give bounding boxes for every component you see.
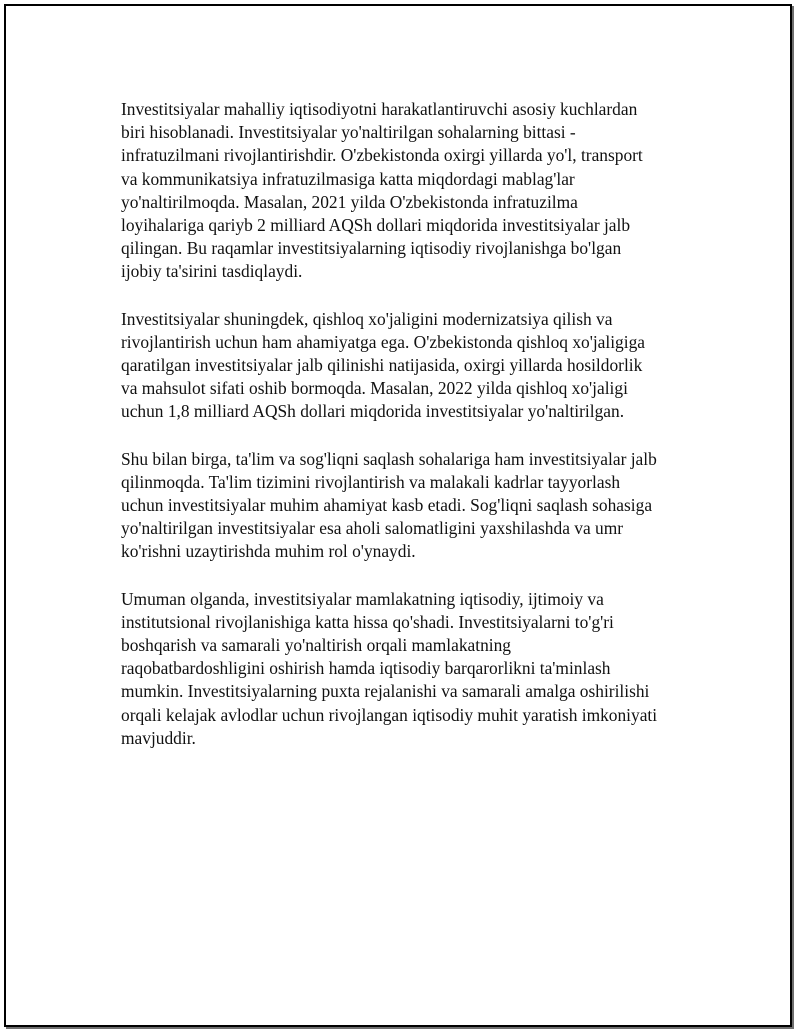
- document-page: [4, 4, 792, 1027]
- paragraph-infrastructure: Investitsiyalar mahalliy iqtisodiyotni harakatlantiruvchi asosiy kuchlardan biri hisoblanadi. Investitsiyalar yo'naltirilgan sohalarning bittasi - infratuzilmani rivojlantirishdir. O'zbekistonda oxirgi yillarda yo'l, transport va kommunikatsiya infratuzilmasiga katta miqdordagi mablag'lar yo'naltirilmoqda. Masalan, 2021 yilda O'zbekistonda infratuzilma loyihalariga qariyb 2 milliard AQSh dollari miqdorida investitsiyalar jalb qilingan. Bu raqamlar investitsiyalarning iqtisodiy rivojlanishga bo'lgan ijobiy ta'sirini tasdiqlaydi.: [121, 99, 643, 282]
- paragraph-education-health: Shu bilan birga, ta'lim va sog'liqni saqlash sohalariga ham investitsiyalar jalb qilinmoqda. Ta'lim tizimini rivojlantirish va malakali kadrlar tayyorlash uchun investitsiyalar muhim ahamiyat kasb etadi. Sog'liqni saqlash sohasiga yo'naltirilgan investitsiyalar esa aholi salomatligini yaxshilashda va umr ko'rishni uzaytirishda muhim rol o'ynaydi.: [121, 448, 657, 562]
- document-body: [121, 98, 701, 774]
- paragraph-agriculture: Investitsiyalar shuningdek, qishloq xo'jaligini modernizatsiya qilish va rivojlantirish uchun ham ahamiyatga ega. O'zbekistonda qishloq xo'jaligiga qaratilgan investitsiyalar jalb qilinishi natijasida, oxirgi yillarda hosildorlik va mahsulot sifati oshib bormoqda. Masalan, 2022 yilda qishloq xo'jaligi uchun 1,8 milliard AQSh dollari miqdorida investitsiyalar yo'naltirilgan.: [121, 308, 645, 422]
- paragraph-conclusion: Umuman olganda, investitsiyalar mamlakatning iqtisodiy, ijtimoiy va institutsional rivojlanishiga katta hissa qo'shadi. Investitsiyalarni to'g'ri boshqarish va samarali yo'naltirish orqali mamlakatning raqobatbardoshligini oshirish hamda iqtisodiy barqarorlikni ta'minlash mumkin. Investitsiyalarning puxta rejalanishi va samarali amalga oshirilishi orqali kelajak avlodlar uchun rivojlangan iqtisodiy muhit yaratish imkoniyati mavjuddir.: [121, 588, 658, 748]
